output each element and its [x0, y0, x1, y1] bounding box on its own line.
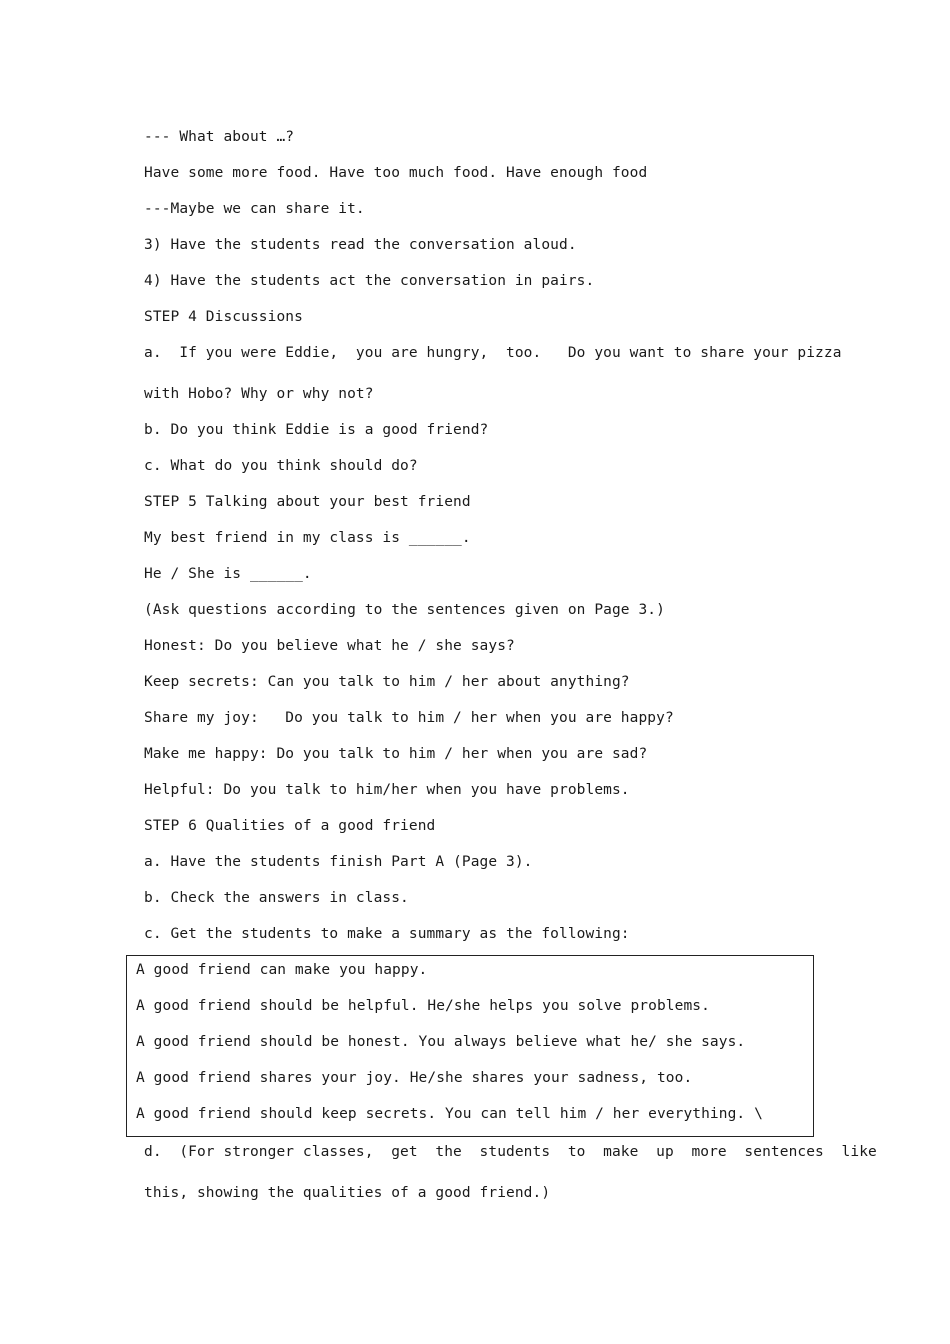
- discussion-a-line1: a. If you were Eddie, you are hungry, too. Do you want to share your pizza: [144, 345, 842, 361]
- ask-questions-line: (Ask questions according to the sentences given on Page 3.): [144, 602, 665, 618]
- step6-d-line1: d. (For stronger classes, get the students to make up more sentences like: [144, 1144, 877, 1160]
- text-line: 3) Have the students read the conversation aloud.: [144, 237, 577, 253]
- section-heading-step4: STEP 4 Discussions: [144, 309, 303, 325]
- text-line: Have some more food. Have too much food. Have enough food: [144, 165, 648, 181]
- quality-question-joy: Share my joy: Do you talk to him / her when you are happy?: [144, 710, 674, 726]
- section-heading-step6: STEP 6 Qualities of a good friend: [144, 818, 436, 834]
- summary-line: A good friend should be helpful. He/she helps you solve problems.: [136, 998, 710, 1014]
- quality-question-secrets: Keep secrets: Can you talk to him / her about anything?: [144, 674, 630, 690]
- step6-d-line2: this, showing the qualities of a good friend.): [144, 1185, 551, 1201]
- summary-line: A good friend should keep secrets. You can tell him / her everything. \: [136, 1106, 763, 1122]
- discussion-b: b. Do you think Eddie is a good friend?: [144, 422, 489, 438]
- quality-question-honest: Honest: Do you believe what he / she says?: [144, 638, 515, 654]
- step6-a: a. Have the students finish Part A (Page 3).: [144, 854, 533, 870]
- best-friend-line: My best friend in my class is ______.: [144, 530, 471, 546]
- step6-b: b. Check the answers in class.: [144, 890, 409, 906]
- section-heading-step5: STEP 5 Talking about your best friend: [144, 494, 471, 510]
- step6-c: c. Get the students to make a summary as the following:: [144, 926, 630, 942]
- quality-question-helpful: Helpful: Do you talk to him/her when you have problems.: [144, 782, 630, 798]
- discussion-a-line2: with Hobo? Why or why not?: [144, 386, 374, 402]
- summary-line: A good friend can make you happy.: [136, 962, 428, 978]
- summary-line: A good friend should be honest. You always believe what he/ she says.: [136, 1034, 746, 1050]
- text-line: --- What about …?: [144, 129, 295, 145]
- discussion-c: c. What do you think should do?: [144, 458, 418, 474]
- text-line: ---Maybe we can share it.: [144, 201, 365, 217]
- summary-line: A good friend shares your joy. He/she shares your sadness, too.: [136, 1070, 693, 1086]
- summary-box: [126, 955, 814, 1137]
- text-line: 4) Have the students act the conversation in pairs.: [144, 273, 595, 289]
- quality-question-happy: Make me happy: Do you talk to him / her when you are sad?: [144, 746, 648, 762]
- he-she-line: He / She is ______.: [144, 566, 312, 582]
